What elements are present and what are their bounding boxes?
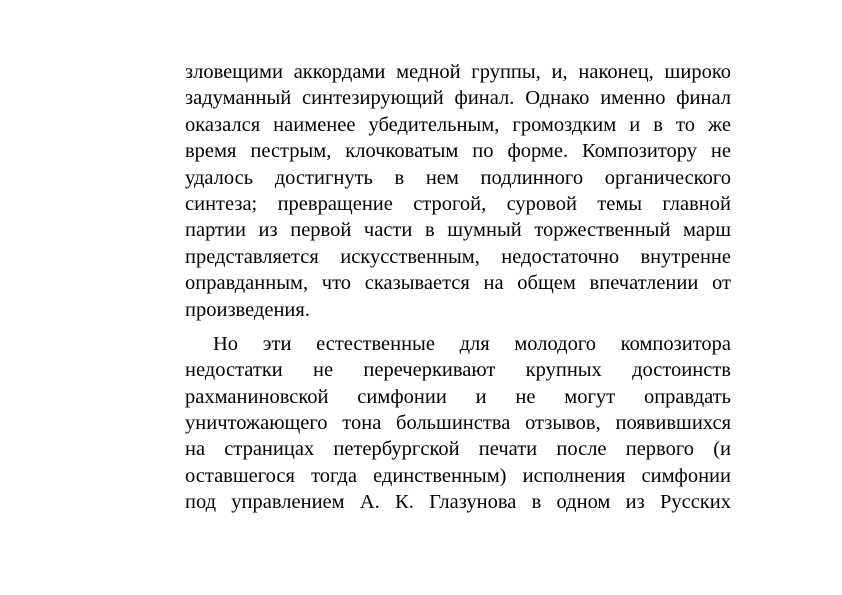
text-line: время пестрым, клочковатым по форме. Композитору не	[185, 140, 731, 163]
body-text	[185, 59, 731, 516]
text-line: зловещими аккордами медной группы, и, наконец, широко	[185, 61, 731, 83]
text-line: недостатки не перечеркивают крупных достоинств	[185, 359, 731, 382]
text-line: удалось достигнуть в нем подлинного органического	[185, 166, 731, 189]
text-line: синтеза; превращение строгой, суровой темы главной	[185, 192, 731, 215]
text-line: задуманный синтезирующий финал. Однако именно финал	[185, 87, 731, 110]
text-line: оставшегося тогда единственным) исполнения симфонии	[185, 464, 731, 487]
paragraph-1	[185, 59, 731, 323]
text-line: уничтожающего тона большинства отзывов, появившихся	[185, 412, 731, 435]
text-line: оправданным, что сказывается на общем впечатлении от	[185, 272, 731, 295]
text-line: Но эти естественные для молодого композитора	[213, 332, 731, 355]
text-line: на страницах петербургской печати после первого (и	[185, 438, 731, 461]
text-line: представляется искусственным, недостаточно внутренне	[185, 245, 731, 268]
paragraph-spacer	[185, 323, 731, 331]
text-line: рахманиновской симфонии и не могут оправдать	[185, 385, 731, 408]
text-line: оказался наименее убедительным, громоздким и в то же	[185, 113, 731, 136]
paragraph-2	[185, 331, 731, 516]
text-line: под управлением А. К. Глазунова в одном из Русских	[185, 491, 731, 514]
text-line: партии из первой части в шумный торжественный марш	[185, 219, 731, 242]
text-line: произведения.	[185, 298, 310, 321]
